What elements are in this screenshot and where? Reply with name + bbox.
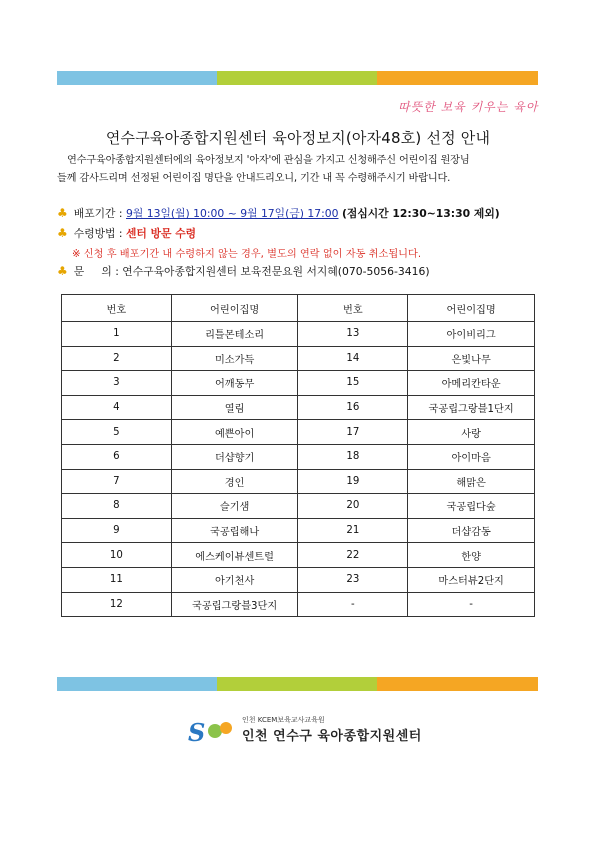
cell-daycare-name: 은빛나무 — [408, 346, 535, 371]
cell-daycare-name: 마스터뷰2단지 — [408, 567, 535, 592]
cell-daycare-name: 국공립해나 — [171, 518, 298, 543]
bar-segment-blue — [57, 677, 217, 691]
cell-daycare-name: 국공립다숲 — [408, 494, 535, 519]
cell-number: 21 — [298, 518, 408, 543]
contact-label: 문 의 : — [73, 265, 119, 278]
table-row — [62, 494, 535, 519]
center-logo — [188, 715, 422, 747]
cell-number: 13 — [298, 322, 408, 347]
cell-number: 19 — [298, 469, 408, 494]
bar-segment-orange — [377, 71, 538, 85]
cell-number: 2 — [62, 346, 172, 371]
table-row — [62, 444, 535, 469]
cell-number: 18 — [298, 444, 408, 469]
cell-daycare-name: 더샵향기 — [171, 444, 298, 469]
cell-daycare-name: 에스케이뷰센트럴 — [171, 543, 298, 568]
cell-number: 8 — [62, 494, 172, 519]
header-number: 번호 — [62, 295, 172, 322]
table-row — [62, 395, 535, 420]
cell-number: 16 — [298, 395, 408, 420]
intro-paragraph — [57, 152, 543, 188]
intro-line-2: 들께 감사드리며 선정된 어린이집 명단을 안내드리오니, 기간 내 꼭 수령해주시기 바랍니다. — [57, 173, 451, 184]
club-icon: ♣ — [57, 206, 68, 220]
header-daycare-name: 어린이집명 — [408, 295, 535, 322]
cell-daycare-name: 더샵감동 — [408, 518, 535, 543]
logo-title: 인천 연수구 육아종합지원센터 — [242, 729, 422, 744]
cell-daycare-name: 예쁜아이 — [171, 420, 298, 445]
cell-daycare-name: - — [408, 592, 535, 617]
table-row — [62, 322, 535, 347]
table-header-row — [62, 295, 535, 322]
cell-number: 7 — [62, 469, 172, 494]
cell-number: 4 — [62, 395, 172, 420]
cell-daycare-name: 해맑은 — [408, 469, 535, 494]
bar-segment-orange — [377, 677, 538, 691]
header-number: 번호 — [298, 295, 408, 322]
bar-segment-blue — [57, 71, 217, 85]
club-icon: ♣ — [57, 226, 68, 240]
method-value: 센터 방문 수령 — [126, 227, 197, 240]
cell-daycare-name: 사랑 — [408, 420, 535, 445]
period-note: (점심시간 12:30~13:30 제외) — [341, 207, 500, 220]
cell-number: 1 — [62, 322, 172, 347]
slogan: 따뜻한 보육 키우는 육아 — [398, 100, 539, 114]
contact-value: 연수구육아종합지원센터 보육전문요원 서지혜(070-5056-3416) — [122, 265, 430, 278]
logo-text — [242, 715, 422, 744]
cell-number: 20 — [298, 494, 408, 519]
intro-line-1: 연수구육아종합지원센터에의 육아정보지 '아자'에 관심을 가지고 신청해주신 어린이집 원장님 — [67, 155, 470, 166]
cell-number: 5 — [62, 420, 172, 445]
daycare-list-table — [61, 294, 535, 617]
cell-number: 14 — [298, 346, 408, 371]
logo-mark-icon: S — [188, 716, 236, 744]
cell-number: 23 — [298, 567, 408, 592]
bottom-color-bar — [57, 677, 538, 691]
cancel-notice: ※ 신청 후 배포기간 내 수령하지 않는 경우, 별도의 연락 없이 자동 취소됩니다. — [72, 249, 422, 260]
cell-number: 22 — [298, 543, 408, 568]
contact-row — [57, 264, 430, 279]
table-row — [62, 346, 535, 371]
period-label: 배포기간 : — [73, 207, 123, 220]
cell-number: 12 — [62, 592, 172, 617]
period-value: 9월 13일(월) 10:00 ~ 9월 17일(금) 17:00 — [126, 207, 339, 220]
cell-daycare-name: 국공립그랑블3단지 — [171, 592, 298, 617]
table-row — [62, 420, 535, 445]
cell-daycare-name: 아메리칸타운 — [408, 371, 535, 396]
table-row — [62, 592, 535, 617]
cell-number: 15 — [298, 371, 408, 396]
table-row — [62, 371, 535, 396]
header-daycare-name: 어린이집명 — [171, 295, 298, 322]
page-title: 연수구육아종합지원센터 육아정보지(아자48호) 선정 안내 — [105, 129, 491, 147]
cell-number: 9 — [62, 518, 172, 543]
cell-number: 10 — [62, 543, 172, 568]
cell-daycare-name: 경인 — [171, 469, 298, 494]
cell-number: 17 — [298, 420, 408, 445]
logo-subtitle: 인천 KCEM보육교사교육원 — [242, 716, 325, 724]
table-row — [62, 567, 535, 592]
method-label: 수령방법 : — [73, 227, 123, 240]
top-color-bar — [57, 71, 538, 85]
cell-daycare-name: 아기천사 — [171, 567, 298, 592]
bar-segment-green — [217, 677, 377, 691]
cell-daycare-name: 아이비리그 — [408, 322, 535, 347]
cell-daycare-name: 열림 — [171, 395, 298, 420]
cell-daycare-name: 미소가득 — [171, 346, 298, 371]
club-icon: ♣ — [57, 264, 68, 278]
cell-daycare-name: 어깨동무 — [171, 371, 298, 396]
bar-segment-green — [217, 71, 377, 85]
table-row — [62, 543, 535, 568]
table-row — [62, 469, 535, 494]
method-row — [57, 226, 196, 241]
cell-daycare-name: 슬기샘 — [171, 494, 298, 519]
cell-number: 11 — [62, 567, 172, 592]
cell-daycare-name: 아이마음 — [408, 444, 535, 469]
table-row — [62, 518, 535, 543]
cell-number: 6 — [62, 444, 172, 469]
cell-daycare-name: 리틀몬테소리 — [171, 322, 298, 347]
cell-number: - — [298, 592, 408, 617]
cell-daycare-name: 국공립그랑블1단지 — [408, 395, 535, 420]
period-row — [57, 206, 500, 221]
cell-daycare-name: 한양 — [408, 543, 535, 568]
cell-number: 3 — [62, 371, 172, 396]
